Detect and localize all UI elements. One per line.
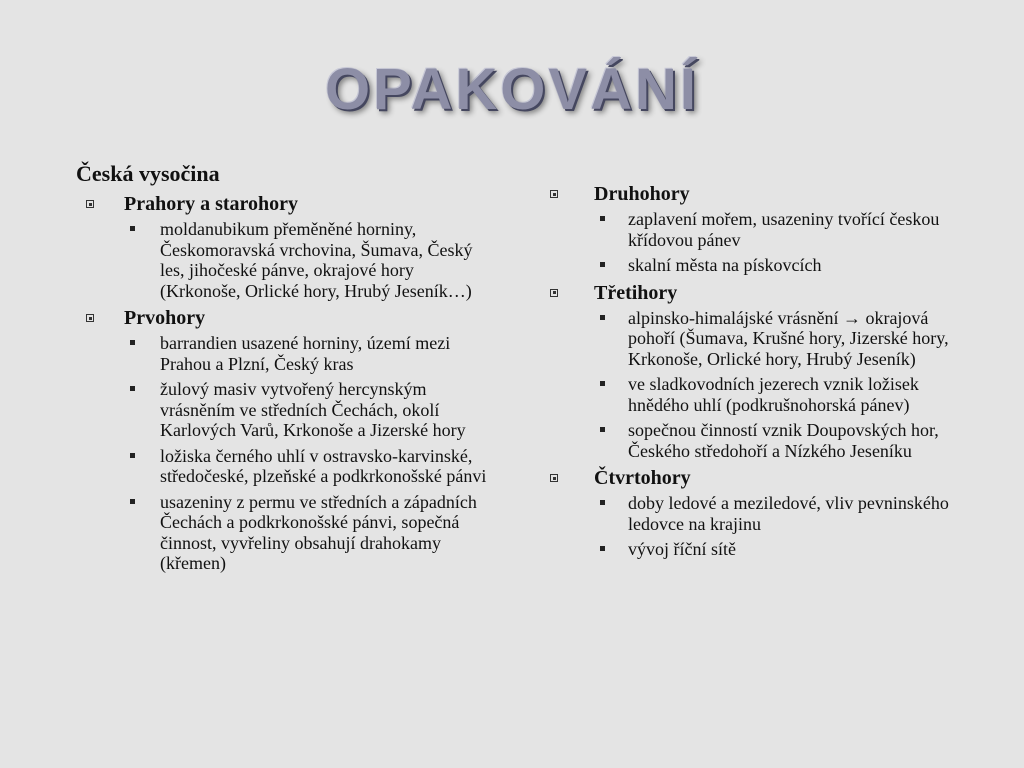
list-item (548, 420, 968, 461)
list-item (76, 446, 496, 487)
list-item (76, 219, 496, 301)
section-label-text: Čtvrtohory (594, 467, 691, 489)
list-item-text: skalní města na pískovcích (628, 255, 822, 275)
section-label-text: Prahory a starohory (124, 193, 299, 215)
list-item-text: vývoj říční sítě (628, 539, 736, 559)
list-item (76, 379, 496, 441)
square-bullet-icon (550, 289, 558, 297)
list-item-text: usazeniny z permu ve středních a západních Čechách a podkrkonošské pánvi, sopečná činnost, vyvřeliny obsahují drahokamy (křemen) (160, 491, 477, 573)
list-item (548, 539, 968, 560)
list-item (548, 374, 968, 415)
list-item-text: sopečnou činností vznik Doupovských hor, Českého středohoří a Nízkého Jeseníku (628, 420, 939, 461)
bullet-icon (600, 427, 605, 432)
list-item-text: ve sladkovodních jezerech vznik ložisek hnědého uhlí (podkrušnohorská pánev) (628, 374, 919, 415)
bullet-icon (600, 315, 605, 320)
section-label (548, 466, 968, 490)
section-label (76, 192, 496, 216)
square-bullet-icon (86, 314, 94, 322)
square-bullet-icon (550, 190, 558, 198)
square-bullet-icon (550, 474, 558, 482)
bullet-icon (600, 546, 605, 551)
list-item (76, 492, 496, 574)
bullet-icon (130, 386, 135, 391)
bullet-icon (600, 216, 605, 221)
list-item-text: alpinsko-himalájské vrásnění → okrajová pohoří (Šumava, Krušné hory, Jizerské hory, Krkonoše, Orlické hory, Hrubý Jeseník) (628, 307, 949, 369)
square-bullet-icon (86, 200, 94, 208)
bullet-icon (600, 500, 605, 505)
bullet-icon (130, 226, 135, 231)
list-item-text: barrandien usazené horniny, území mezi Prahou a Plzní, Český kras (160, 333, 451, 374)
bullet-icon (130, 499, 135, 504)
bullet-icon (130, 340, 135, 345)
right-column (548, 180, 968, 565)
slide-title: OPAKOVÁNÍ (325, 57, 699, 122)
list-item (548, 308, 968, 370)
bullet-icon (600, 262, 605, 267)
list-item (548, 209, 968, 250)
left-heading: Česká vysočina (76, 161, 220, 186)
section-label (548, 182, 968, 206)
left-column (76, 160, 496, 579)
list-item (76, 333, 496, 374)
bullet-icon (600, 381, 605, 386)
section-label (548, 281, 968, 305)
section-label-text: Druhohory (594, 183, 690, 205)
list-item-text: doby ledové a meziledové, vliv pevninského ledovce na krajinu (628, 493, 949, 534)
list-item-text: zaplavení mořem, usazeniny tvořící českou křídovou pánev (628, 209, 940, 250)
list-item (548, 493, 968, 534)
list-item-text: žulový masiv vytvořený hercynským vrásněním ve středních Čechách, okolí Karlových Varů, Krkonoše a Jizerské hory (160, 379, 466, 440)
section-label-text: Prvohory (124, 307, 206, 329)
list-item-text: ložiska černého uhlí v ostravsko-karvinské, středočeské, plzeňské a podkrkonošské pánvi (160, 445, 487, 486)
list-item-text: moldanubikum přeměněné horniny, Českomoravská vrchovina, Šumava, Český les, jihočeské pánve, okrajové hory (Krkonoše, Orlické hory, Hrubý Jeseník…) (160, 219, 473, 301)
section-label (76, 306, 496, 330)
bullet-icon (130, 453, 135, 458)
section-label-text: Třetihory (594, 281, 678, 304)
list-item (548, 255, 968, 276)
